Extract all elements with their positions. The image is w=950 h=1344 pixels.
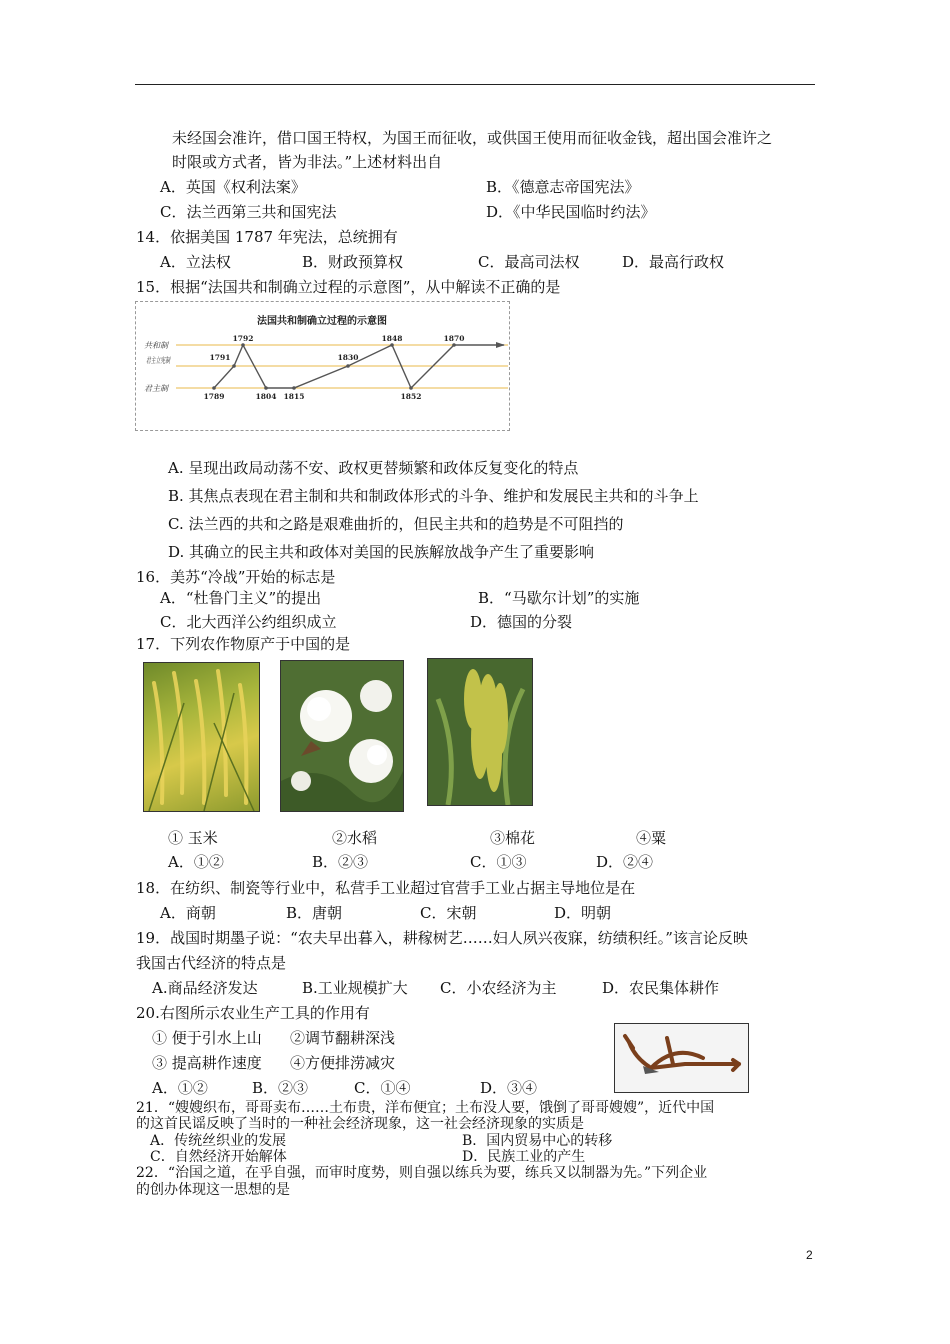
cotton-drawing [281, 661, 403, 811]
q21-option-d: D．民族工业的产生 [462, 1149, 586, 1165]
q15-option-c: C. 法兰西的共和之路是艰难曲折的，但民主共和的趋势是不可阻挡的 [168, 515, 624, 533]
q17-item-4: ④粟 [636, 829, 667, 847]
year-label-1789: 1789 [203, 392, 225, 401]
point-1804 [264, 386, 268, 390]
point-1815 [292, 386, 296, 390]
q19-option-a: A.商品经济发达 [152, 979, 258, 997]
q14-option-d: D．最高行政权 [622, 253, 725, 271]
q19-line2: 我国古代经济的特点是 [136, 954, 287, 972]
q21-option-a: A．传统丝织业的发展 [150, 1133, 287, 1149]
q21-option-c: C．自然经济开始解体 [150, 1149, 287, 1165]
cotton-photo [280, 660, 404, 812]
q16-option-c: C．北大西洋公约组织成立 [160, 613, 337, 631]
q17-option-a: A．①② [168, 853, 224, 871]
q13-line2: 时限或方式者，皆为非法。”上述材料出自 [172, 153, 443, 171]
q18-stem: 18．在纺织、制瓷等行业中，私营手工业超过官营手工业占据主导地位是在 [136, 879, 636, 897]
q20-item-2: ②调节翻耕深浅 [290, 1029, 396, 1047]
millet-photo [427, 658, 533, 806]
q18-option-a: A．商朝 [160, 904, 216, 922]
q14-option-c: C．最高司法权 [478, 253, 580, 271]
q22-line1: 22．“治国之道，在乎自强，而审时度势，则自强以练兵为要，练兵又以制器为先。”下列企业 [136, 1165, 708, 1181]
level-label-constitutional: 君主立宪制 [146, 356, 172, 365]
point-1848 [390, 343, 394, 347]
plough-image [614, 1023, 749, 1093]
q13-option-b: B．《德意志帝国宪法》 [486, 178, 640, 196]
q18-option-b: B．唐朝 [286, 904, 343, 922]
q13-line1: 未经国会准许，借口国王特权，为国王而征收，或供国王使用而征收金钱，超出国会准许之 [172, 129, 773, 147]
q17-item-3: ③棉花 [490, 829, 536, 847]
point-1791 [232, 364, 236, 368]
q15-stem: 15．根据“法国共和制确立过程的示意图”，从中解读不正确的是 [136, 278, 561, 296]
chart-svg [136, 302, 509, 430]
q22-line2: 的创办体现这一思想的是 [136, 1182, 290, 1198]
q20-stem: 20.右图所示农业生产工具的作用有 [136, 1004, 370, 1022]
year-label-1792: 1792 [232, 334, 254, 343]
q17-item-2: ②水稻 [332, 829, 378, 847]
year-label-1830: 1830 [337, 353, 359, 362]
rice-photo [143, 662, 260, 812]
q15-option-a: A. 呈现出政局动荡不安、政权更替频繁和政体反复变化的特点 [168, 459, 579, 477]
q16-stem: 16．美苏“冷战”开始的标志是 [136, 568, 336, 586]
france-republic-chart [135, 301, 510, 431]
q21-line1: 21．“嫂嫂织布，哥哥卖布……土布贵，洋布便宜；土布没人要，饿倒了哥哥嫂嫂”，近代中国 [136, 1100, 715, 1116]
point-1789 [212, 386, 216, 390]
q17-stem: 17．下列农作物原产于中国的是 [136, 635, 351, 653]
q17-item-1: ① 玉米 [168, 829, 218, 847]
q20-item-4: ④方便排涝减灾 [290, 1054, 396, 1072]
point-1852 [409, 386, 413, 390]
q16-option-d: D．德国的分裂 [470, 613, 573, 631]
q14-option-b: B．财政预算权 [302, 253, 404, 271]
level-label-monarchy: 君主制 [144, 384, 168, 393]
q19-option-c: C．小农经济为主 [440, 979, 557, 997]
q20-option-d: D．③④ [480, 1079, 538, 1097]
chart-title: 法国共和制确立过程的示意图 [257, 316, 387, 327]
year-label-1815: 1815 [283, 392, 305, 401]
year-label-1804: 1804 [255, 392, 277, 401]
q17-option-d: D．②④ [596, 853, 654, 871]
year-label-1791: 1791 [209, 353, 231, 362]
q15-option-d: D. 其确立的民主共和政体对美国的民族解放战争产生了重要影响 [168, 543, 595, 561]
q18-option-d: D．明朝 [554, 904, 612, 922]
q13-option-d: D．《中华民国临时约法》 [486, 203, 656, 221]
point-1870 [452, 343, 456, 347]
q20-item-3: ③ 提高耕作速度 [152, 1054, 262, 1072]
q14-option-a: A．立法权 [160, 253, 231, 271]
header-rule [135, 84, 815, 85]
level-label-republic: 共和制 [144, 341, 168, 350]
q20-option-b: B．②③ [252, 1079, 309, 1097]
page-number: 2 [806, 1248, 813, 1262]
q21-line2: 的这首民谣反映了当时的一种社会经济现象，这一社会经济现象的实质是 [136, 1116, 584, 1132]
q21-option-b: B．国内贸易中心的转移 [462, 1133, 613, 1149]
q18-option-c: C．宋朝 [420, 904, 477, 922]
q17-option-c: C．①③ [470, 853, 527, 871]
q13-option-a: A．英国《权利法案》 [160, 178, 306, 196]
millet-drawing [428, 659, 532, 805]
q14-stem: 14．依据美国 1787 年宪法，总统拥有 [136, 228, 398, 246]
plough-icon [615, 1024, 748, 1092]
q15-option-b: B. 其焦点表现在君主制和共和制政体形式的斗争、维护和发展民主共和的斗争上 [168, 487, 699, 505]
q20-option-a: A．①② [152, 1079, 208, 1097]
rice-drawing [144, 663, 259, 811]
q20-option-c: C．①④ [354, 1079, 411, 1097]
q16-option-b: B．“马歇尔计划”的实施 [478, 589, 640, 607]
point-1792 [241, 343, 245, 347]
q20-item-1: ① 便于引水上山 [152, 1029, 262, 1047]
year-label-1852: 1852 [400, 392, 422, 401]
q19-option-d: D．农民集体耕作 [602, 979, 720, 997]
year-label-1848: 1848 [381, 334, 403, 343]
q16-option-a: A．“杜鲁门主义”的提出 [160, 589, 322, 607]
q19-option-b: B.工业规模扩大 [302, 979, 408, 997]
q13-option-c: C．法兰西第三共和国宪法 [160, 203, 337, 221]
q17-option-b: B．②③ [312, 853, 369, 871]
point-1830 [346, 364, 350, 368]
q19-line1: 19．战国时期墨子说：“农夫早出暮入，耕稼树艺……妇人夙兴夜寐，纺绩积纴。”该言论反映 [136, 929, 748, 947]
series-arrowhead [496, 342, 505, 348]
year-label-1870: 1870 [443, 334, 465, 343]
